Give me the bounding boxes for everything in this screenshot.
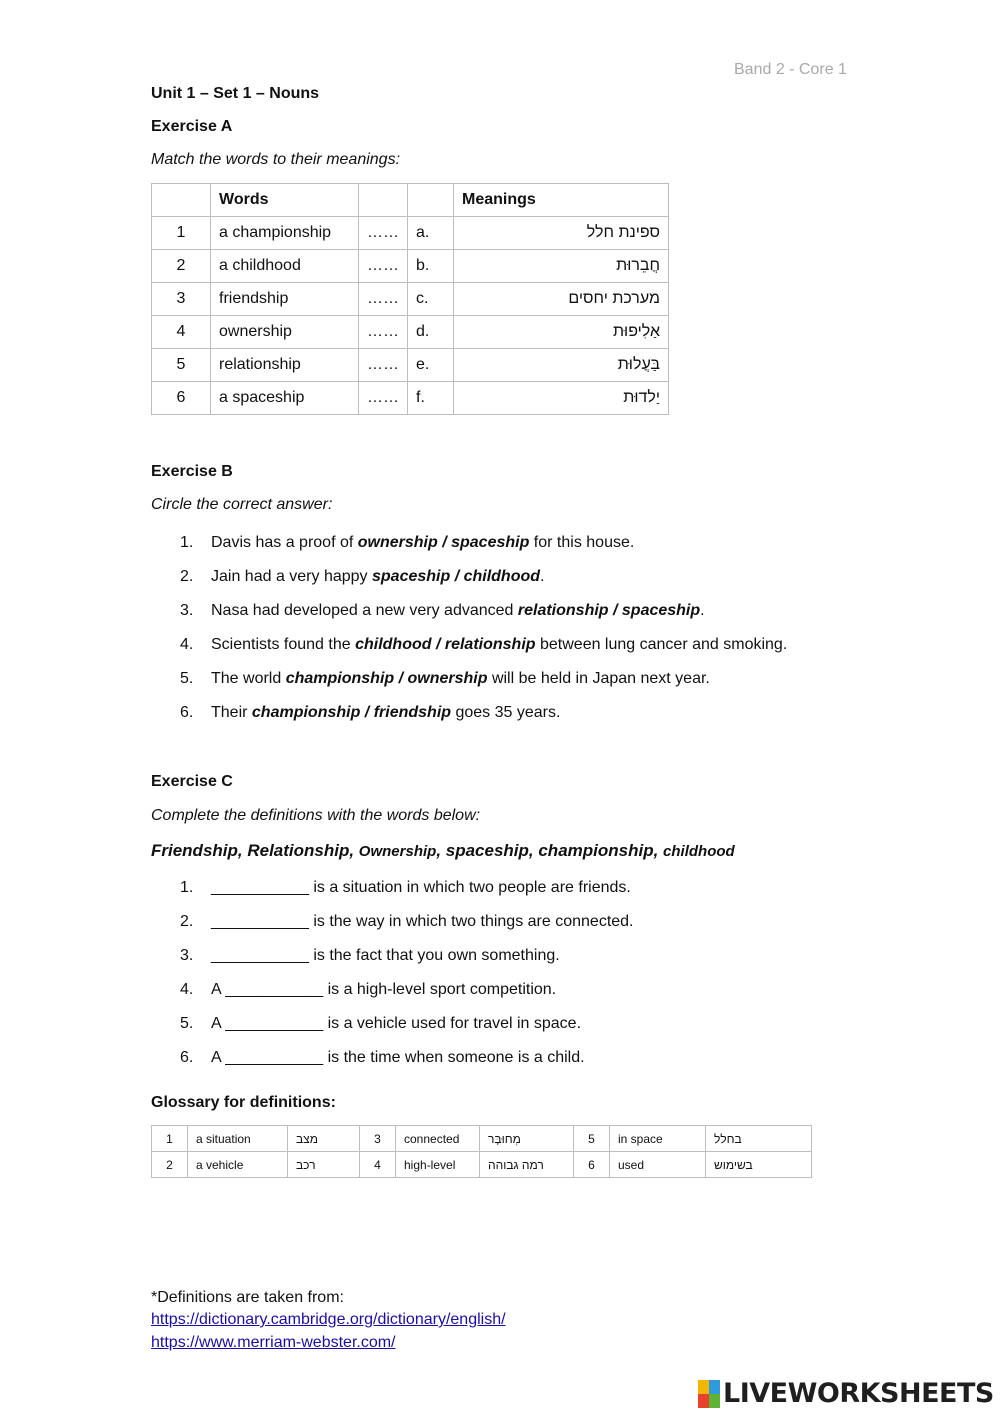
sentence-start: The world: [211, 670, 286, 687]
row-word: ownership: [211, 316, 359, 349]
word-bank-part: Friendship, Relationship,: [151, 841, 359, 860]
table-row: [152, 283, 669, 316]
band-label: Band 2 - Core 1: [734, 61, 847, 78]
definition-text[interactable]: ___________ is a situation in which two people are friends.: [211, 879, 631, 896]
logo-icon: [698, 1380, 720, 1408]
glossary-cell: 6: [574, 1152, 610, 1178]
glossary-cell: in space: [610, 1126, 706, 1152]
sentence-start: Jain had a very happy: [211, 568, 372, 585]
table-row: [152, 382, 669, 415]
answer-blank[interactable]: ……: [359, 382, 408, 415]
row-number: 2: [152, 250, 211, 283]
glossary-cell: בחלל: [706, 1126, 812, 1152]
header-cell-num: [152, 184, 211, 217]
answer-options[interactable]: ownership / spaceship: [357, 534, 530, 551]
table-row: [152, 349, 669, 382]
glossary-title: Glossary for definitions:: [151, 1094, 336, 1111]
row-meaning: יַלדוּת: [454, 382, 669, 415]
glossary-table: [151, 1125, 812, 1178]
glossary-cell: רמה גבוהה: [480, 1152, 574, 1178]
sentence-start: Nasa had developed a new very advanced: [211, 602, 518, 619]
header-cell-words: Words: [211, 184, 359, 217]
glossary-cell: מְחוּבָּר: [480, 1126, 574, 1152]
sentence-end: will be held in Japan next year.: [487, 670, 710, 687]
table-row: [152, 1126, 812, 1152]
exercise-a-title: Exercise A: [151, 118, 233, 135]
row-number: 1: [152, 217, 211, 250]
row-word: friendship: [211, 283, 359, 316]
item-number: 3.: [180, 947, 194, 964]
answer-blank[interactable]: ……: [359, 349, 408, 382]
glossary-cell: high-level: [396, 1152, 480, 1178]
word-bank-part: , spaceship, championship,: [436, 841, 664, 860]
exercise-c-title: Exercise C: [151, 773, 233, 790]
table-row: [152, 217, 669, 250]
item-number: 1.: [180, 534, 194, 551]
glossary-cell: a situation: [188, 1126, 288, 1152]
item-number: 1.: [180, 879, 194, 896]
row-meaning: אַלִיפוּת: [454, 316, 669, 349]
item-number: 6.: [180, 704, 194, 721]
row-number: 6: [152, 382, 211, 415]
item-number: 4.: [180, 636, 194, 653]
answer-options[interactable]: relationship / spaceship: [517, 602, 701, 619]
glossary-cell: 1: [152, 1126, 188, 1152]
answer-blank[interactable]: ……: [359, 250, 408, 283]
row-meaning: ספינת חלל: [454, 217, 669, 250]
row-number: 3: [152, 283, 211, 316]
word-bank: [151, 841, 735, 861]
exercise-a-instruction: Match the words to their meanings:: [151, 151, 401, 168]
item-number: 4.: [180, 981, 194, 998]
glossary-cell: a vehicle: [188, 1152, 288, 1178]
header-cell-blank: [359, 184, 408, 217]
definition-text[interactable]: ___________ is the fact that you own something.: [211, 947, 560, 964]
answer-options[interactable]: championship / ownership: [285, 670, 488, 687]
definition-text[interactable]: ___________ is the way in which two things are connected.: [211, 913, 634, 930]
row-meaning: בַּעֲלוּת: [454, 349, 669, 382]
row-letter: f.: [408, 382, 454, 415]
sentence-end: between lung cancer and smoking.: [535, 636, 788, 653]
glossary-cell: used: [610, 1152, 706, 1178]
row-meaning: חֲבֵרוּת: [454, 250, 669, 283]
answer-options[interactable]: childhood / relationship: [355, 636, 536, 653]
sentence-end: .: [700, 602, 705, 619]
sentence-end: goes 35 years.: [451, 704, 561, 721]
glossary-cell: מצב: [288, 1126, 360, 1152]
liveworksheets-logo[interactable]: [698, 1378, 994, 1409]
exercise-c-instruction: Complete the definitions with the words below:: [151, 807, 481, 824]
row-meaning: מערכת יחסים: [454, 283, 669, 316]
item-number: 6.: [180, 1049, 194, 1066]
item-number: 3.: [180, 602, 194, 619]
glossary-cell: בשימוש: [706, 1152, 812, 1178]
answer-blank[interactable]: ……: [359, 217, 408, 250]
row-letter: c.: [408, 283, 454, 316]
row-letter: d.: [408, 316, 454, 349]
row-number: 4: [152, 316, 211, 349]
answer-options[interactable]: spaceship / childhood: [372, 568, 541, 585]
word-bank-part: childhood: [663, 843, 735, 860]
exercise-b-instruction: Circle the correct answer:: [151, 496, 333, 513]
definition-text[interactable]: A ___________ is a vehicle used for travel in space.: [211, 1015, 582, 1032]
sentence-start: Scientists found the: [211, 636, 356, 653]
answer-blank[interactable]: ……: [359, 316, 408, 349]
matching-table: [151, 183, 669, 415]
row-letter: a.: [408, 217, 454, 250]
sentence-start: Davis has a proof of: [211, 534, 358, 551]
glossary-cell: 5: [574, 1126, 610, 1152]
row-letter: b.: [408, 250, 454, 283]
table-header-row: [152, 184, 669, 217]
row-word: relationship: [211, 349, 359, 382]
row-number: 5: [152, 349, 211, 382]
row-word: a childhood: [211, 250, 359, 283]
sentence-end: for this house.: [529, 534, 635, 551]
table-row: [152, 1152, 812, 1178]
item-number: 5.: [180, 1015, 194, 1032]
item-number: 2.: [180, 568, 194, 585]
glossary-cell: 3: [360, 1126, 396, 1152]
row-word: a spaceship: [211, 382, 359, 415]
item-number: 2.: [180, 913, 194, 930]
page-title: Unit 1 – Set 1 – Nouns: [151, 85, 320, 102]
glossary-cell: 4: [360, 1152, 396, 1178]
sentence-end: .: [540, 568, 545, 585]
table-row: [152, 250, 669, 283]
header-cell-meanings: Meanings: [454, 184, 669, 217]
header-cell-letter: [408, 184, 454, 217]
definition-text[interactable]: A ___________ is the time when someone is a child.: [211, 1049, 585, 1066]
word-bank-part: Ownership: [358, 843, 437, 860]
definitions-source-note: *Definitions are taken from:: [151, 1289, 344, 1306]
merriam-webster-link[interactable]: https://www.merriam-webster.com/: [151, 1334, 396, 1351]
sentence-start: Their: [211, 704, 252, 721]
item-number: 5.: [180, 670, 194, 687]
answer-blank[interactable]: ……: [359, 283, 408, 316]
answer-options[interactable]: championship / friendship: [251, 704, 452, 721]
brand-name: LIVEWORKSHEETS: [723, 1378, 994, 1409]
glossary-cell: 2: [152, 1152, 188, 1178]
definition-text[interactable]: A ___________ is a high-level sport competition.: [211, 981, 557, 998]
row-letter: e.: [408, 349, 454, 382]
glossary-cell: רכב: [288, 1152, 360, 1178]
table-row: [152, 316, 669, 349]
glossary-cell: connected: [396, 1126, 480, 1152]
row-word: a championship: [211, 217, 359, 250]
cambridge-link[interactable]: https://dictionary.cambridge.org/dictionary/english/: [151, 1311, 506, 1328]
exercise-b-title: Exercise B: [151, 463, 233, 480]
